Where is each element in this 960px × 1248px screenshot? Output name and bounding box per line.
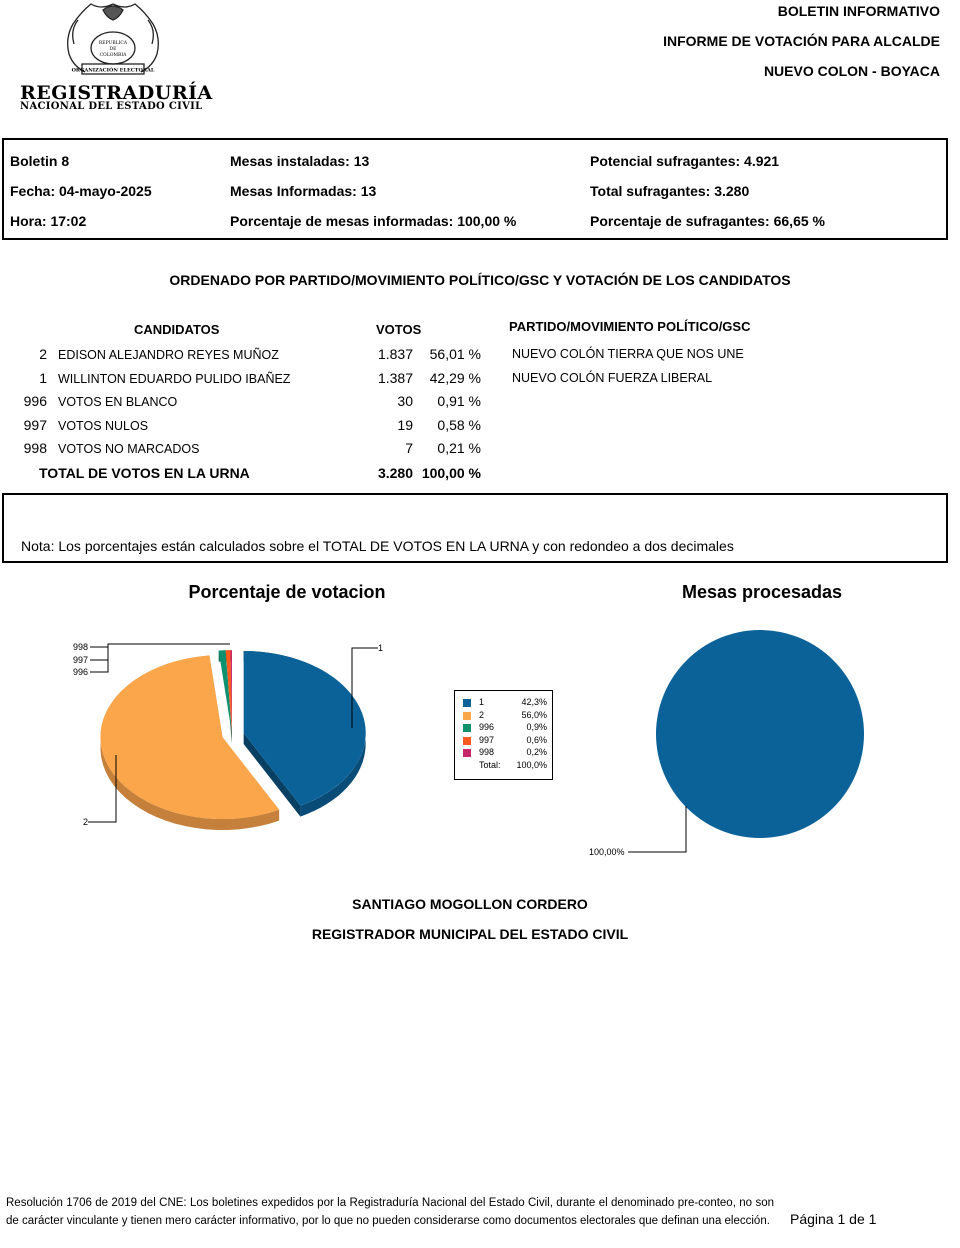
bulletin-time: Hora: 17:02 xyxy=(10,213,87,229)
bulletin-date: Fecha: 04-mayo-2025 xyxy=(10,183,152,199)
candidate-votes: 19 xyxy=(397,416,413,433)
candidate-code: 998 xyxy=(23,440,47,456)
logo-subtitle: NACIONAL DEL ESTADO CIVIL xyxy=(20,101,203,112)
legend-total-label: Total: xyxy=(479,759,501,770)
candidate-row xyxy=(0,370,960,392)
legend-item xyxy=(463,747,547,759)
slice-label-996: 996 xyxy=(72,667,88,677)
leader-line-996 xyxy=(90,660,108,672)
legend-value: 0,2% xyxy=(526,747,547,757)
pie-slice-mesas-procesadas xyxy=(656,630,864,838)
registrar-role: REGISTRADOR MUNICIPAL DEL ESTADO CIVIL xyxy=(311,926,629,942)
candidate-code: 996 xyxy=(23,393,47,409)
candidate-party: NUEVO COLÓN TIERRA QUE NOS UNE xyxy=(512,347,744,361)
bulletin-heading: BOLETIN INFORMATIVO xyxy=(777,3,940,19)
registrar-name: SANTIAGO MOGOLLON CORDERO xyxy=(352,896,588,912)
leader-line-997 xyxy=(90,647,108,660)
municipality: NUEVO COLON - BOYACA xyxy=(763,63,940,79)
leader-line-998 xyxy=(90,644,230,647)
candidate-party: NUEVO COLÓN FUERZA LIBERAL xyxy=(512,370,713,385)
legend-label: 996 xyxy=(479,722,495,732)
total-row xyxy=(0,465,960,487)
legend-label: 997 xyxy=(479,734,495,745)
legend-item xyxy=(463,722,547,734)
candidate-name: VOTOS NO MARCADOS xyxy=(58,442,200,456)
slice-label-1: 1 xyxy=(378,643,384,653)
slice-label-mesas: 100,00% xyxy=(589,847,625,857)
candidate-name: WILLINTON EDUARDO PULIDO IBAÑEZ xyxy=(58,371,291,386)
vote-share-pie-chart xyxy=(0,600,450,840)
mesas-instaladas: Mesas instaladas: 13 xyxy=(230,153,370,169)
total-pct: 100,00 % xyxy=(421,465,481,481)
total-sufragantes: Total sufragantes: 3.280 xyxy=(590,183,750,199)
legend-label: 2 xyxy=(479,709,485,720)
leader-line-mesas xyxy=(628,806,686,852)
candidate-row xyxy=(0,440,960,462)
legend-value: 42,3% xyxy=(521,697,547,707)
slice-label-2: 2 xyxy=(82,817,88,827)
total-label: TOTAL DE VOTOS EN LA URNA xyxy=(39,465,250,481)
legend-item xyxy=(463,710,547,722)
legal-disclaimer: Resolución 1706 de 2019 del CNE: Los boletines expedidos por la Registraduría Nacional del Estado Civil, durante el denominado pre-conteo, no son de carácter vinculante y tienen mero carácter informativo, por lo que no pueden considerarse como documentos electorales que definan una elección. xyxy=(6,1197,774,1227)
slice-label-997: 997 xyxy=(72,655,88,665)
candidate-name: EDISON ALEJANDRO REYES MUÑOZ xyxy=(58,348,279,362)
legend-total-value: 100,0% xyxy=(516,759,547,770)
pct-mesas-informadas: Porcentaje de mesas informadas: 100,00 % xyxy=(230,213,517,229)
candidate-code: 2 xyxy=(39,346,47,362)
candidate-name: VOTOS NULOS xyxy=(58,418,149,433)
mesas-informadas: Mesas Informadas: 13 xyxy=(230,183,377,199)
candidate-name: VOTOS EN BLANCO xyxy=(58,395,178,409)
candidate-votes: 1.387 xyxy=(377,369,413,386)
candidate-pct: 0,91 % xyxy=(437,393,481,409)
col-header-candidatos: CANDIDATOS xyxy=(134,322,220,337)
potencial-sufragantes: Potencial sufragantes: 4.921 xyxy=(590,153,780,169)
legend-total xyxy=(463,760,547,772)
chart-title-votacion: Porcentaje de votacion xyxy=(188,582,386,602)
legend-swatch xyxy=(463,699,471,707)
slice-label-998: 998 xyxy=(72,642,88,652)
svg-text:REPUBLICA: REPUBLICA xyxy=(98,41,128,46)
candidate-pct: 42,29 % xyxy=(429,369,481,386)
bulletin-number: Boletin 8 xyxy=(10,153,70,169)
candidate-code: 997 xyxy=(23,416,47,433)
registraduria-logo xyxy=(18,0,213,115)
pie-legend xyxy=(454,690,553,780)
legend-item xyxy=(463,697,547,709)
legend-label: 998 xyxy=(479,747,495,757)
total-votes: 3.280 xyxy=(377,465,413,481)
legend-value: 0,9% xyxy=(526,722,547,732)
legend-value: 56,0% xyxy=(521,709,547,720)
legend-swatch xyxy=(463,737,471,745)
candidate-row xyxy=(0,393,960,415)
coat-of-arms-icon xyxy=(18,0,208,80)
candidate-row xyxy=(0,417,960,439)
chart-title-mesas: Mesas procesadas xyxy=(681,582,843,602)
page-number: Página 1 de 1 xyxy=(790,1211,877,1227)
legend-swatch xyxy=(463,724,471,732)
candidate-pct: 56,01 % xyxy=(429,346,481,362)
note-text: Nota: Los porcentajes están calculados sobre el TOTAL DE VOTOS EN LA URNA y con redondeo a dos decimales xyxy=(21,538,734,554)
legend-value: 0,6% xyxy=(526,734,547,745)
legend-swatch xyxy=(463,712,471,720)
legend-item xyxy=(463,735,547,747)
candidate-votes: 30 xyxy=(397,393,413,409)
bulletin-info-box xyxy=(2,138,948,240)
legend-swatch xyxy=(463,749,471,757)
col-header-partido: PARTIDO/MOVIMIENTO POLÍTICO/GSC xyxy=(509,319,751,334)
svg-text:COLOMBIA: COLOMBIA xyxy=(99,53,127,58)
col-header-votos: VOTOS xyxy=(376,322,422,337)
note-box xyxy=(2,493,948,563)
pct-sufragantes: Porcentaje de sufragantes: 66,65 % xyxy=(590,213,825,229)
logo-title: REGISTRADURÍA xyxy=(20,82,213,104)
candidate-row xyxy=(0,346,960,368)
candidate-votes: 7 xyxy=(405,440,413,456)
svg-text:DE: DE xyxy=(109,47,117,52)
legend-label: 1 xyxy=(479,697,485,707)
results-title: ORDENADO POR PARTIDO/MOVIMIENTO POLÍTICO/GSC Y VOTACIÓN DE LOS CANDIDATOS xyxy=(169,272,791,288)
candidate-votes: 1.837 xyxy=(377,346,413,362)
mesas-processed-pie-chart xyxy=(560,600,890,865)
candidate-pct: 0,58 % xyxy=(437,416,481,433)
seal-text: ORGANIZACIÓN ELECTORAL xyxy=(71,67,155,74)
report-title: INFORME DE VOTACIÓN PARA ALCALDE xyxy=(663,33,940,49)
candidate-pct: 0,21 % xyxy=(437,440,481,456)
candidate-code: 1 xyxy=(39,369,47,386)
